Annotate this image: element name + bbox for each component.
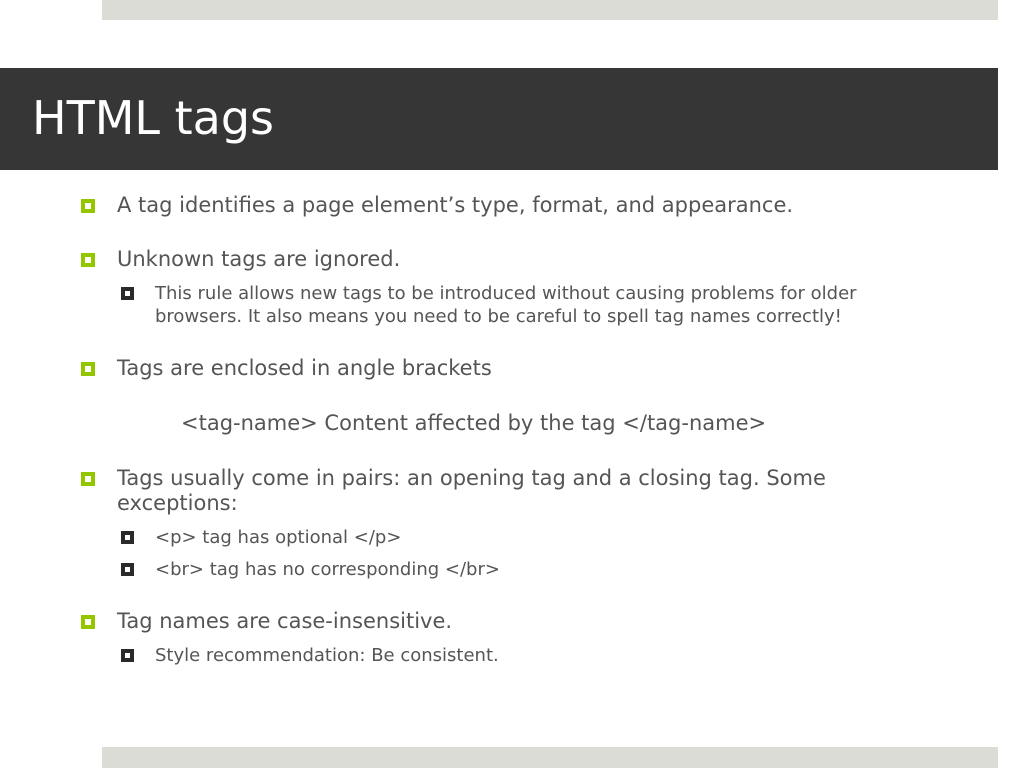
- bullet-text: Tags usually come in pairs: an opening tag and a closing tag. Some: [117, 466, 826, 490]
- sub-bullet-text: Style recommendation: Be consistent.: [155, 645, 499, 666]
- sub-bullet-marker-icon: [121, 563, 134, 576]
- sub-bullet-text: <p> tag has optional </p>: [155, 527, 402, 548]
- bullet-text: A tag identifies a page element’s type, format, and appearance.: [117, 193, 794, 217]
- bottom-decor-strip: [102, 747, 998, 768]
- sub-bullet-marker-icon: [121, 287, 134, 300]
- bullet-text: Tags are enclosed in angle brackets: [117, 356, 492, 380]
- bullet-marker-icon: [81, 472, 95, 486]
- sub-bullet-text-continued: browsers. It also means you need to be careful to spell tag names correctly!: [155, 306, 842, 327]
- sub-bullet-marker-icon: [121, 649, 134, 662]
- sub-bullet-text: This rule allows new tags to be introduced without causing problems for older: [155, 283, 857, 304]
- bullet-text-continued: exceptions:: [117, 491, 238, 515]
- bullet-marker-icon: [81, 253, 95, 267]
- bullet-marker-icon: [81, 362, 95, 376]
- bullet-text: Tag names are case-insensitive.: [117, 609, 453, 633]
- bullet-marker-icon: [81, 615, 95, 629]
- slide-title: HTML tags: [32, 91, 275, 145]
- sub-bullet-text: <br> tag has no corresponding </br>: [155, 559, 500, 580]
- code-example: <tag-name> Content affected by the tag </tag-name>: [181, 411, 767, 435]
- sub-bullet-marker-icon: [121, 531, 134, 544]
- bullet-text: Unknown tags are ignored.: [117, 247, 401, 271]
- bullet-marker-icon: [81, 199, 95, 213]
